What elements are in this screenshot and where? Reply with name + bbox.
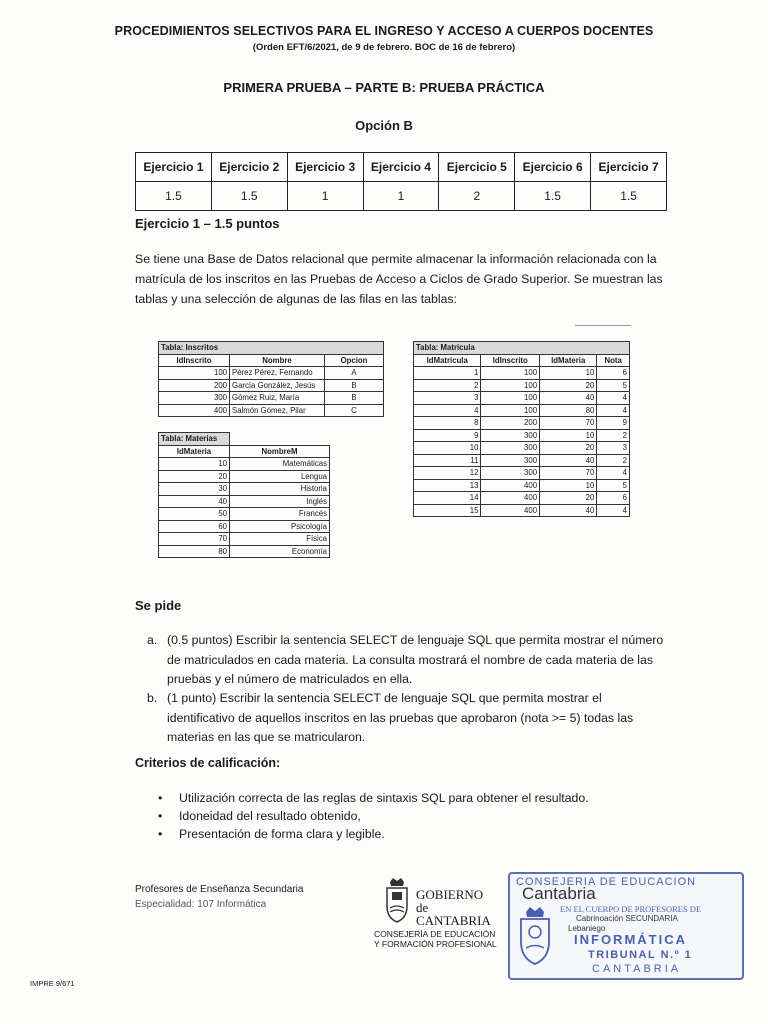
stamp-region: CANTABRIA [592,963,682,975]
cell: 50 [159,508,230,521]
cell: 400 [481,492,540,505]
score-header: Ejercicio 1 [136,153,212,182]
exam-title: PRIMERA PRUEBA – PARTE B: PRUEBA PRÁCTICA [223,80,545,95]
cell: 60 [159,520,230,533]
score-value-row [136,182,667,211]
table-row [414,454,630,467]
cell: 30 [159,483,230,496]
score-header: Ejercicio 2 [211,153,287,182]
cell: 4 [414,404,481,417]
table-row [414,479,630,492]
cell: 3 [414,392,481,405]
cell: 40 [540,504,597,517]
table-row [159,483,330,496]
cell: 20 [540,492,597,505]
matricula-table [413,341,630,517]
list-item: • Idoneidad del resultado obtenido, [158,807,589,825]
gobierno-logo-text [416,888,491,927]
cell: Pérez Pérez, Fernando [230,367,325,380]
cell: 4 [597,404,630,417]
cell: 400 [481,479,540,492]
table-row [414,379,630,392]
table-row [159,404,384,417]
cell: 300 [159,392,230,405]
cell: Física [230,533,330,546]
stamp-mid: EN EL CUERPO DE PROFESORES DE [560,904,702,914]
gobierno-line: de [416,900,429,915]
cell: 10 [540,429,597,442]
list-item: • Utilización correcta de las reglas de sintaxis SQL para obtener el resultado. [158,789,589,807]
cell: 10 [414,442,481,455]
stamp-tribunal: TRIBUNAL N.º 1 [588,949,693,961]
cell: 80 [159,545,230,558]
cell: 20 [540,379,597,392]
option-label: Opción B [355,118,413,133]
column-header: IdMateria [159,445,230,458]
score-table [135,152,667,211]
cell: 300 [481,442,540,455]
column-header: Nota [597,354,630,367]
cell: 10 [540,479,597,492]
divider [575,325,631,326]
score-header: Ejercicio 7 [591,153,667,182]
cell: 11 [414,454,481,467]
table-row [414,392,630,405]
footer-specialty: Especialidad: 107 Informática [135,899,267,910]
question-item-a [147,631,667,690]
cell: 10 [159,458,230,471]
cell: 80 [540,404,597,417]
cell: 300 [481,429,540,442]
score-value: 1.5 [515,182,591,211]
cell: 6 [597,367,630,380]
column-header: IdInscrito [159,354,230,367]
score-header: Ejercicio 4 [363,153,439,182]
table-row [159,379,384,392]
criteria-heading: Criterios de calificación: [135,756,281,770]
cell: 4 [597,392,630,405]
table-row [414,404,630,417]
list-item: • Presentación de forma clara y legible. [158,825,589,843]
table-row [414,429,630,442]
cell: 4 [597,467,630,480]
table-row [159,458,330,471]
score-header: Ejercicio 6 [515,153,591,182]
gobierno-line: GOBIERNO [416,887,484,902]
cell: 400 [481,504,540,517]
cell: 100 [481,392,540,405]
cell: 200 [481,417,540,430]
cell: 9 [597,417,630,430]
inscritos-table [158,341,384,417]
table-row [414,442,630,455]
consejeria-line: Y FORMACIÓN PROFESIONAL [374,939,497,949]
table-row [414,367,630,380]
question-label: a. [147,633,158,647]
question-label: b. [147,691,158,705]
coat-of-arms-icon [382,876,412,926]
cell: 300 [481,454,540,467]
column-header: IdMatricula [414,354,481,367]
cell: 70 [159,533,230,546]
table-row [414,504,630,517]
cell: 100 [159,367,230,380]
column-header: NombreM [230,445,330,458]
table-row [159,533,330,546]
cell: 100 [481,404,540,417]
cell: B [325,379,384,392]
official-stamp [508,872,744,980]
footer-body: Profesores de Enseñanza Secundaria [135,884,304,895]
cell: 15 [414,504,481,517]
stamp-sub: Cabrinoación SECUNDARIA [576,914,678,923]
table-row [159,392,384,405]
table-row [159,545,330,558]
score-value: 2 [439,182,515,211]
score-value: 1.5 [136,182,212,211]
exercise-heading: Ejercicio 1 – 1.5 puntos [135,216,280,231]
score-header: Ejercicio 3 [287,153,363,182]
question-heading: Se pide [135,598,182,613]
cell: 40 [159,495,230,508]
table-row [159,367,384,380]
score-header-row [136,153,667,182]
column-header: IdInscrito [481,354,540,367]
cell: 13 [414,479,481,492]
cell: 9 [414,429,481,442]
cell: 300 [481,467,540,480]
score-value: 1.5 [591,182,667,211]
cell: A [325,367,384,380]
cell: 5 [597,379,630,392]
table-row [159,520,330,533]
cell: García González, Jesús [230,379,325,392]
cell: 2 [414,379,481,392]
column-header: IdMateria [540,354,597,367]
cell: 5 [597,479,630,492]
table-row [414,417,630,430]
cell: 40 [540,392,597,405]
criteria-list [158,789,589,843]
cell: Economía [230,545,330,558]
cell: Salmón Gómez, Pilar [230,404,325,417]
table-row [159,495,330,508]
cell: 70 [540,467,597,480]
gobierno-line: CANTABRIA [416,913,491,928]
document-code: IMPRE 9/671 [30,979,75,988]
materias-table [158,432,330,558]
consejeria-text [374,929,497,949]
cell: Lengua [230,470,330,483]
materias-caption: Tabla: Materias [159,433,230,446]
stamp-field: INFORMÁTICA [574,932,687,947]
cell: 10 [540,367,597,380]
cell: 12 [414,467,481,480]
cell: Matemáticas [230,458,330,471]
table-row [414,467,630,480]
score-value: 1 [287,182,363,211]
stamp-brand: Cantabria [522,884,596,903]
cell: Inglés [230,495,330,508]
cell: Psicología [230,520,330,533]
header-title: PROCEDIMIENTOS SELECTIVOS PARA EL INGRESO Y ACCESO A CUERPOS DOCENTES [114,24,654,38]
cell: 100 [481,379,540,392]
score-header: Ejercicio 5 [439,153,515,182]
score-value: 1.5 [211,182,287,211]
cell: B [325,392,384,405]
cell: 3 [597,442,630,455]
cell: Francés [230,508,330,521]
header-order: (Orden EFT/6/2021, de 9 de febrero. BOC de 16 de febrero) [252,42,516,53]
question-text: (1 punto) Escribir la sentencia SELECT de lenguaje SQL que permita mostrar el identificativo de aquellos inscritos en las pruebas que aprobaron (nota >= 5) todas las materias en las que se matricularon. [167,691,634,744]
inscritos-caption: Tabla: Inscritos [159,342,384,355]
column-header: Nombre [230,354,325,367]
cell: 40 [540,454,597,467]
table-row [159,508,330,521]
cell: 14 [414,492,481,505]
question-item-b [147,689,667,748]
cell: 1 [414,367,481,380]
cell: 4 [597,504,630,517]
stamp-shield-icon [516,906,554,968]
matricula-caption: Tabla: Matricula [414,342,630,355]
cell: 100 [481,367,540,380]
cell: 20 [159,470,230,483]
cell: 400 [159,404,230,417]
score-value: 1 [363,182,439,211]
exercise-intro: Se tiene una Base de Datos relacional que permite almacenar la información relacionada con la matrícula de los inscritos en las Pruebas de Acceso a Ciclos de Grado Superior. Se muestran las tablas y una selección de algunas de las filas en las tablas: [135,252,663,306]
cell: 20 [540,442,597,455]
cell: 70 [540,417,597,430]
cell: 8 [414,417,481,430]
cell: Historia [230,483,330,496]
cell: Gómez Ruiz, María [230,392,325,405]
cell: C [325,404,384,417]
question-text: (0.5 puntos) Escribir la sentencia SELECT de lenguaje SQL que permita mostrar el número de matriculados en cada materia. La consulta mostrará el nombre de cada materia de las pruebas y el número de matriculados en ella. [167,633,664,686]
cell: 6 [597,492,630,505]
table-row [159,470,330,483]
consejeria-line: CONSEJERÍA DE EDUCACIÓN [374,929,496,939]
column-header: Opcion [325,354,384,367]
cell: 2 [597,454,630,467]
cell: 200 [159,379,230,392]
cell: 2 [597,429,630,442]
stamp-sub2: Lebaniego [568,924,606,933]
table-row [414,492,630,505]
stamp-top: CONSEJERIA DE EDUCACION [516,876,697,888]
